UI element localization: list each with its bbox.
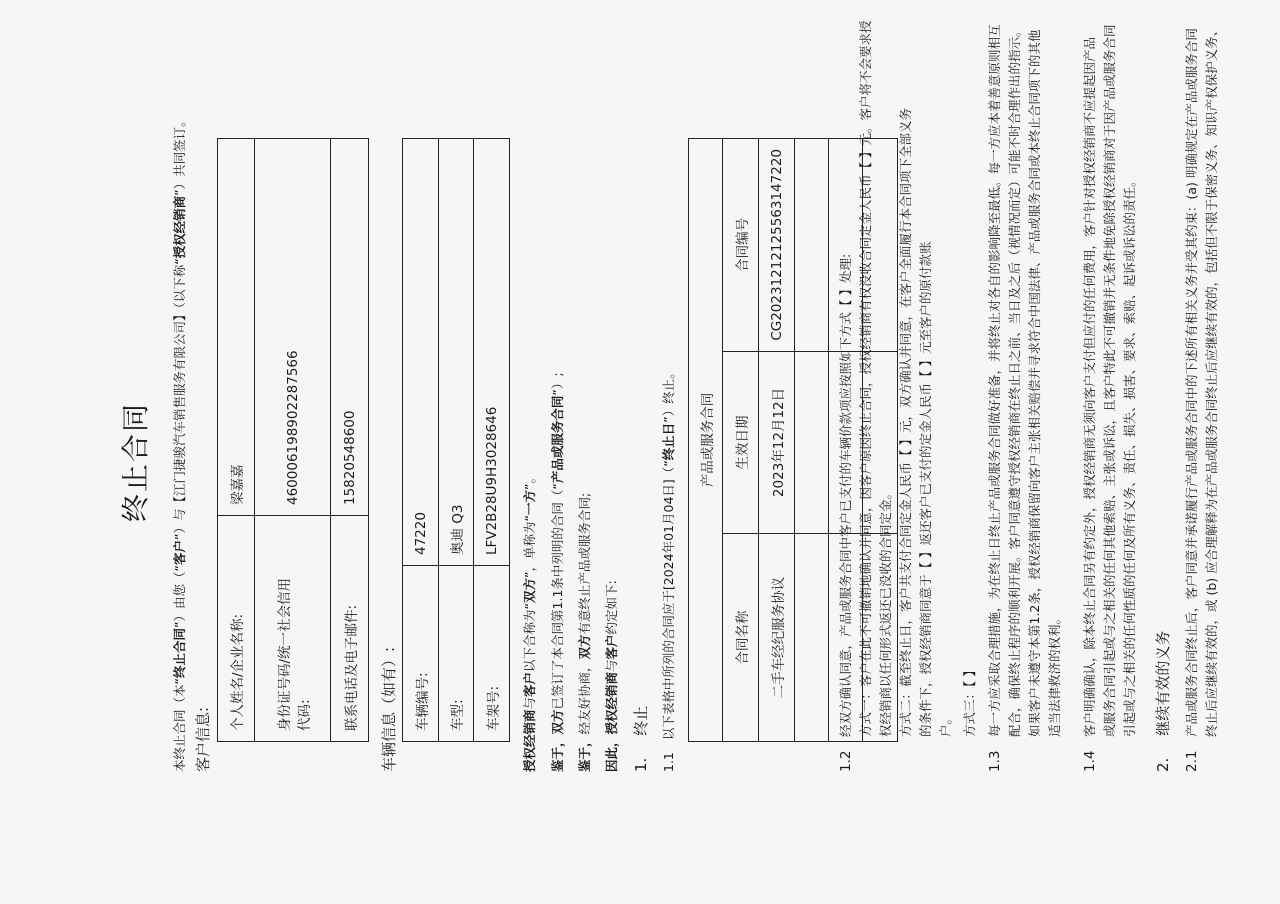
clause-1-2-line: 经双方确认同意，产品或服务合同中客户已支付的车辆价款项应按照如下方式【 】处理: bbox=[838, 253, 853, 737]
vehicle-number-label: 车辆编号: bbox=[403, 566, 439, 742]
clause-1-2-line: 方式三：【 】 bbox=[962, 664, 977, 737]
contract-table-group-header: 产品或服务合同 bbox=[689, 139, 723, 742]
document-title: 终止合同 bbox=[119, 401, 152, 522]
clause-1-4-line: 引起或与之相关的任何性质的任何及所有义务、责任、损失、损害、要求、索赔、起诉或诉讼的责任。 bbox=[1122, 174, 1137, 737]
clause-1-3-line: 配合，确保终止程序的顺利开展。客户同意遵守授权经销商在终止日之前、当日及之后（视情况而定）可能不时合理作出的指示。 bbox=[1007, 24, 1022, 737]
table-row bbox=[331, 139, 369, 742]
document-page bbox=[2, 0, 1280, 902]
contact-value: 15820548600 bbox=[331, 139, 369, 516]
clause-number: 1.2 bbox=[838, 750, 854, 772]
clause-1-2-line: 方式二：截至终止日，客户共支付合同定金人民币【 】元，双方确认并同意，在客户全面履行本合同项下全部义务 bbox=[898, 108, 913, 737]
section-1-heading: 1.终止 bbox=[632, 705, 650, 772]
id-value: 460006198902287566 bbox=[255, 139, 331, 516]
model-label: 车型: bbox=[439, 566, 474, 742]
clause-number: 2.1 bbox=[1184, 750, 1200, 772]
id-label: 身份证号码/统一社会信用 代码: bbox=[255, 516, 331, 742]
model-value: 奥迪 Q3 bbox=[439, 139, 474, 566]
clause-1-4-line: 客户明确确认，除本终止合同另有约定外，授权经销商无须向客户支付但应付的任何费用，客户针对授权经销商不应提起因产品 bbox=[1082, 36, 1097, 737]
table-row bbox=[723, 139, 759, 742]
clause-number: 1.3 bbox=[987, 750, 1003, 772]
clause-1-2-line: 的条件下，授权经销商同意于【 】返还客户已支付的定金人民币【 】元至客户的原付款账 bbox=[918, 241, 933, 737]
contact-label: 联系电话及电子邮件: bbox=[331, 516, 369, 742]
whereas-clause-2: 鉴于，经友好协商，双方有意终止产品或服务合同; bbox=[577, 492, 592, 772]
vehicle-number-value: 47220 bbox=[403, 139, 439, 566]
name-label: 个人姓名/企业名称: bbox=[218, 516, 255, 742]
clause-1-3-line: 适当法律救济的权利。 bbox=[1047, 611, 1062, 737]
intro-paragraph: 本终止合同（本“终止合同”）由您（“客户”）与【江门捷骏汽车销售服务有限公司】（以下称“授权经销商”）共同签订。 bbox=[172, 114, 187, 772]
clause-1-3-line: 如果客户未遵守本第1.2条，授权经销商保留向客户主张相关赔偿并寻求符合中国法律、产品或服务合同或本终止合同项下的其他 bbox=[1027, 29, 1042, 737]
column-header: 生效日期 bbox=[723, 351, 759, 534]
vin-label: 车架号: bbox=[474, 566, 510, 742]
name-value: 梁嘉嘉 bbox=[218, 139, 255, 516]
table-row bbox=[795, 139, 829, 742]
effective-date-cell: 2023年12月12日 bbox=[759, 351, 795, 534]
contract-name-cell: 二手车经纪服务协议 bbox=[759, 534, 795, 742]
vehicle-info-table bbox=[402, 138, 510, 742]
table-row bbox=[474, 139, 510, 742]
customer-info-table bbox=[217, 138, 369, 742]
section-2-heading: 2.继续有效的义务 bbox=[1154, 630, 1172, 772]
vin-value: LFV2B28U9H3028646 bbox=[474, 139, 510, 566]
table-cell bbox=[795, 534, 829, 742]
clause-number: 1.4 bbox=[1082, 750, 1098, 772]
parties-clause: 授权经销商与客户以下合称为“双方”，单称为“一方”。 bbox=[522, 471, 537, 772]
clause-1-2-line: 方式一：客户在此不可撤销地确认并同意，因客户原因终止合同，授权经销商有权没收合同定金人民币【 】元。客户将不会要求授 bbox=[858, 20, 873, 737]
table-row bbox=[689, 139, 723, 742]
column-header: 合同名称 bbox=[723, 534, 759, 742]
table-row bbox=[759, 139, 795, 742]
table-row bbox=[255, 139, 331, 742]
table-row bbox=[439, 139, 474, 742]
column-header: 合同编号 bbox=[723, 139, 759, 352]
table-cell bbox=[795, 139, 829, 352]
vehicle-info-heading: 车辆信息（如有）: bbox=[380, 646, 398, 772]
clause-1-3-line: 每一方应采取合理措施，为在终止日终止产品或服务合同做好准备，并将终止对各自的影响降至最低。每一方应本着善意原则相互 bbox=[987, 24, 1002, 737]
table-row bbox=[218, 139, 255, 742]
table-cell bbox=[795, 351, 829, 534]
clause-1-2-line: 权经销商以任何形式返还已没收的合同定金。 bbox=[878, 486, 893, 737]
clause-1-4-line: 或服务合同引起或与之相关的任何其他索赔、主张或诉讼，且客户特此不可撤销并无条件地免除授权经销商对于因产品或服务合同 bbox=[1102, 24, 1117, 737]
clause-2-1-line: 产品或服务合同终止后，客户同意并承诺履行产品或服务合同中的下述所有相关义务并受其约束：(a) 明确规定在产品或服务合同 bbox=[1184, 28, 1199, 737]
therefore-clause: 因此，授权经销商与客户约定如下: bbox=[604, 580, 619, 772]
whereas-clause-1: 鉴于，双方已签订了本合同第1.1条中列明的合同（“产品或服务合同”）; bbox=[550, 372, 565, 772]
clause-2-1-line: 终止后应继续有效的，或 (b) 应合理解释为在产品或服务合同终止后应继续有效的，包括但不限于保密义务、知识产权保护义务、 bbox=[1204, 23, 1219, 737]
contract-number-cell: CG20231212125563147220 bbox=[759, 139, 795, 352]
clause-1-1: 1.1以下表格中所列的合同应于[2024年01月04日]（“终止日”）终止。 bbox=[661, 366, 676, 772]
clause-1-2-line: 户。 bbox=[938, 711, 953, 737]
customer-info-heading: 客户信息: bbox=[194, 706, 212, 772]
table-row bbox=[403, 139, 439, 742]
